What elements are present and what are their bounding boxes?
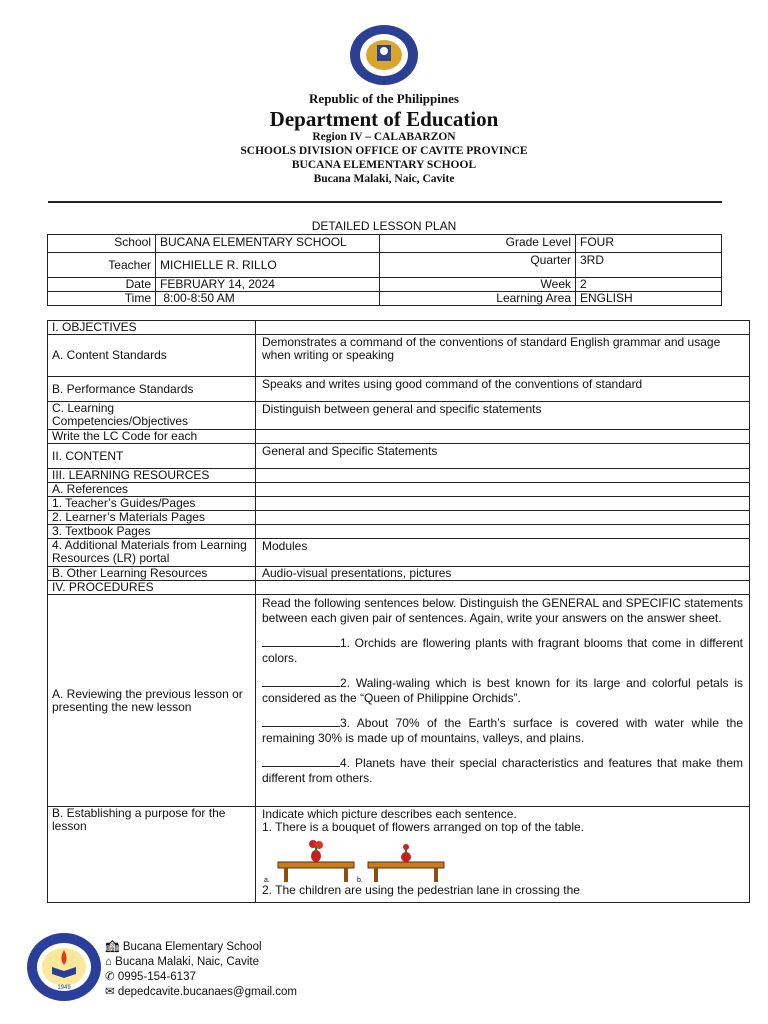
school-label: School (48, 235, 156, 253)
review-item-3: 3. About 70% of the Earth’s surface is covered with water while the remaining 30% is made up of mountains, valleys, and plains. (262, 716, 743, 745)
additional-materials-value: Modules (256, 539, 750, 567)
info-table (47, 234, 722, 306)
review-item-4: 4. Planets have their special characteristics and features that make them different from others. (262, 756, 743, 785)
grade-level-label: Grade Level (380, 235, 576, 253)
footer-contact (105, 940, 297, 1000)
grade-level-value: FOUR (576, 235, 722, 253)
date-label: Date (48, 278, 156, 292)
purpose-intro: Indicate which picture describes each sentence. (262, 807, 517, 821)
footer-school-name: Bucana Elementary School (122, 941, 262, 953)
other-resources-value: Audio-visual presentations, pictures (256, 567, 750, 581)
competencies-label: C. Learning Competencies/Objectives (48, 402, 256, 430)
review-item-2: 2. Waling-waling which is best known for its large and colorful petals is considered as the “Queen of Philippine Orchids”. (262, 676, 743, 705)
purpose-question-2: 2. The children are using the pedestrian lane in crossing the (262, 883, 580, 897)
picture-a-label: a. (264, 877, 270, 884)
school-seal-logo (26, 932, 102, 1002)
objectives-heading: I. OBJECTIVES (48, 321, 256, 335)
date-value: FEBRUARY 14, 2024 (156, 278, 380, 292)
school-address-label: Bucana Malaki, Naic, Cavite (313, 173, 455, 185)
reviewing-intro: Read the following sentences below. Distinguish the GENERAL and SPECIFIC statements between each given pair of sentences. Again, write your answers on the answer sheet. (262, 596, 743, 625)
references-label: A. References (48, 483, 256, 497)
content-value: General and Specific Statements (256, 444, 750, 469)
time-value: 8:00-8:50 AM (156, 292, 380, 306)
procedures-heading: IV. PROCEDURES (48, 581, 256, 595)
additional-materials-label: 4. Additional Materials from Learning Resources (LR) portal (48, 539, 256, 567)
school-icon: 🏫︎ (105, 941, 120, 953)
learning-area-value: ENGLISH (576, 292, 722, 306)
answer-blank (262, 716, 340, 727)
other-resources-label: B. Other Learning Resources (48, 567, 256, 581)
answer-blank (262, 636, 340, 647)
time-label: Time (48, 292, 156, 306)
quarter-value: 3RD (576, 253, 722, 278)
teacher-guides-label: 1. Teacher’s Guides/Pages (48, 497, 256, 511)
region-label: Region IV – CALABARZON (312, 131, 456, 143)
week-value: 2 (576, 278, 722, 292)
picture-choices (262, 834, 743, 884)
purpose-label: B. Establishing a purpose for the lesson (48, 807, 256, 903)
reviewing-label: A. Reviewing the previous lesson or presenting the new lesson (48, 595, 256, 807)
school-value: BUCANA ELEMENTARY SCHOOL (156, 235, 380, 253)
department-title: Department of Education (269, 107, 499, 131)
republic-label: Republic of the Philippines (309, 91, 459, 106)
table-with-flowers-picture (276, 838, 356, 884)
email-icon: ✉ (105, 986, 115, 998)
performance-standards-label: B. Performance Standards (48, 377, 256, 402)
purpose-content (256, 807, 750, 903)
document-title: DETAILED LESSON PLAN (311, 219, 457, 233)
learner-materials-label: 2. Learner’s Materials Pages (48, 511, 256, 525)
teacher-label: Teacher (48, 253, 156, 278)
learning-area-label: Learning Area (380, 292, 576, 306)
week-label: Week (380, 278, 576, 292)
review-item-1: 1. Orchids are flowering plants with fragrant blooms that come in different colors. (262, 636, 743, 665)
school-name-label: BUCANA ELEMENTARY SCHOOL (291, 159, 477, 171)
picture-b-label: b. (357, 877, 363, 884)
content-standards-value: Demonstrates a command of the conventions of standard English grammar and usage when writing or speaking (256, 335, 750, 377)
learning-resources-heading: III. LEARNING RESOURCES (48, 469, 256, 483)
deped-seal-logo (348, 23, 420, 87)
lc-code-label: Write the LC Code for each (48, 430, 256, 444)
quarter-label: Quarter (380, 253, 576, 278)
lesson-plan-table (47, 320, 750, 903)
home-icon: ⌂ (105, 956, 112, 968)
reviewing-content (256, 595, 750, 807)
content-standards-label: A. Content Standards (48, 335, 256, 377)
answer-blank (262, 676, 340, 687)
seal-year: 1949 (57, 985, 71, 991)
content-heading: II. CONTENT (48, 444, 256, 469)
footer-address: Bucana Malaki, Naic, Cavite (115, 956, 259, 968)
answer-blank (262, 756, 340, 767)
competencies-value: Distinguish between general and specific statements (256, 402, 750, 430)
footer-phone: 0995-154-6137 (117, 971, 196, 983)
textbook-label: 3. Textbook Pages (48, 525, 256, 539)
table-with-vase-picture (366, 838, 446, 884)
phone-icon: ✆ (105, 971, 115, 983)
footer-email[interactable]: depedcavite.bucanaes@gmail.com (117, 986, 298, 998)
teacher-value: MICHIELLE R. RILLO (156, 253, 380, 278)
division-label: SCHOOLS DIVISION OFFICE OF CAVITE PROVINCE (240, 145, 528, 157)
performance-standards-value: Speaks and writes using good command of the conventions of standard (256, 377, 750, 402)
purpose-question-1: 1. There is a bouquet of flowers arranged on top of the table. (262, 820, 584, 834)
header-divider (48, 201, 722, 203)
